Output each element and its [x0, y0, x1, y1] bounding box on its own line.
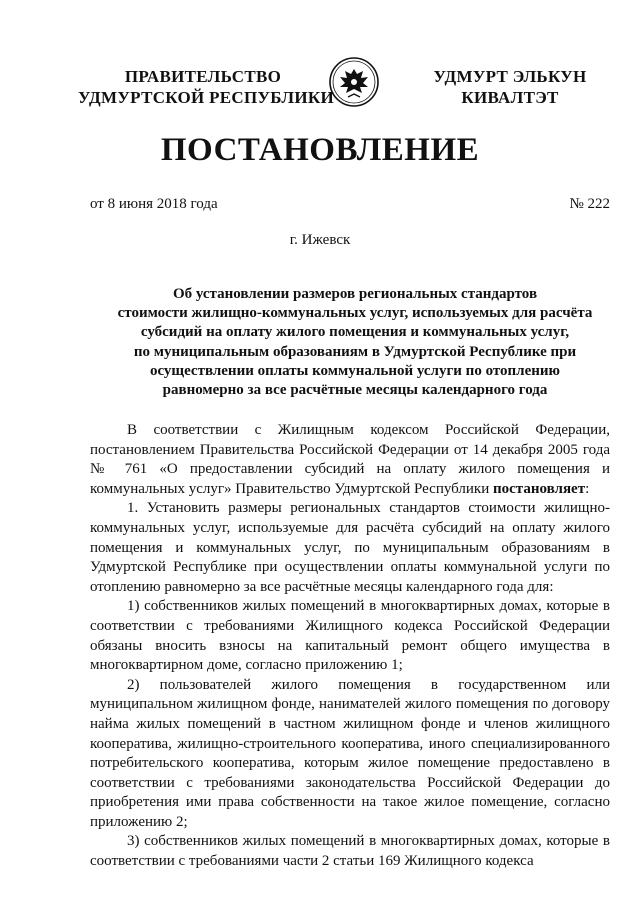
title-line: Об установлении размеров региональных стандартов: [172, 286, 538, 302]
title-line: по муниципальным образованиям в Удмуртской Республике при: [133, 343, 577, 360]
document-type-heading: ПОСТАНОВЛЕНИЕ: [160, 132, 480, 168]
title-line: равномерно за все расчётные месяцы календарного года: [162, 382, 548, 399]
document-body: [90, 421, 610, 872]
issuer-line-1: ПРАВИТЕЛЬСТВО: [124, 67, 282, 86]
preamble-paragraph: [90, 421, 610, 499]
issuer-line-2: УДМУРТСКОЙ РЕСПУБЛИКИ: [78, 88, 335, 107]
title-line: стоимости жилищно-коммунальных услуг, используемых для расчёта: [117, 305, 593, 322]
body-paragraph: 1. Установить размеры региональных стандартов стоимости жилищно-коммунальных услуг, используемые для расчёта субсидий на оплату жилого помещения и коммунальных услуг, по муниципальным образованиям в Удмуртской Республике при осуществлении оплаты коммунальной услуги по отоплению равномерно за все расчётные месяцы календарного года для:: [90, 500, 610, 595]
issuer-udmurt-line-2: КИВАЛТЭТ: [461, 88, 559, 107]
body-paragraph: 1) собственников жилых помещений в многоквартирных домах, которые в соответствии с требованиями Жилищного кодекса Российской Федерации обязаны вносить взносы на капитальный ремонт общего имущества в многоквартирном доме, согласно приложению 1;: [90, 598, 610, 674]
title-line: субсидий на оплату жилого помещения и коммунальных услуг,: [140, 324, 570, 341]
coat-of-arms-icon: [328, 56, 380, 108]
issuer-udmurt-line-1: УДМУРТ ЭЛЬКУН: [433, 67, 587, 86]
document-number: № 222: [569, 196, 610, 212]
document-city: г. Ижевск: [289, 232, 351, 248]
document-title: [100, 285, 610, 400]
preamble-keyword: постановляет: [493, 480, 586, 497]
preamble-text: В соответствии с Жилищным кодексом Российской Федерации, постановлением Правительства Российской Федерации от 14 декабря 2005 года № 761 «О предоставлении субсидий на оплату жилого помещения и коммунальных услуг» Правительство Удмуртской Республики: [90, 422, 610, 497]
preamble-end: :: [585, 480, 590, 497]
body-paragraph: 3) собственников жилых помещений в многоквартирных домах, которые в соответствии с требованиями части 2 статьи 169 Жилищного кодекса: [90, 833, 610, 870]
issuer-name-russian: [78, 66, 335, 108]
document-date: от 8 июня 2018 года: [90, 196, 218, 212]
issuer-name-udmurt: [410, 66, 610, 108]
title-line: осуществлении оплаты коммунальной услуги по отоплению: [149, 362, 561, 379]
body-paragraph: 2) пользователей жилого помещения в государственном или муниципальном жилищном фонде, нанимателей жилого помещения по договору найма жилых помещений в частном жилищном фонде и членов жилищного кооператива, жилищно-строительного кооператива, иного специализированного потребительского кооператива, которым жилое помещение предоставлено в соответствии с требованиями законодательства Российской Федерации до приобретения ими права собственности на такое жилое помещение, согласно приложению 2;: [90, 676, 610, 830]
